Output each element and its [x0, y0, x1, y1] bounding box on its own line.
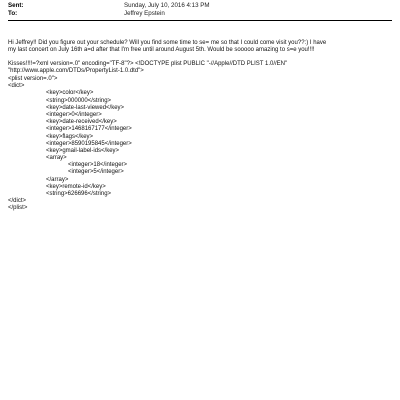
message-line-1: Hi Jeffrey!! Did you figure out your schedule? Will you find some time to se= me so that I could come visit you??:) I have	[8, 40, 327, 46]
plist-line: <key>date-received</key>	[46, 119, 117, 126]
message-line-4: "http://www.apple.com/DTDs/PropertyList-1.0.dtd">	[8, 68, 144, 75]
message-footer	[8, 61, 388, 76]
plist-line: </dict>	[8, 198, 27, 205]
plist-line: <integer>0</integer>	[46, 111, 102, 118]
to-value: Jeffrey Epstein	[124, 10, 165, 17]
plist-line: <key>color</key>	[46, 90, 94, 97]
plist-block	[8, 76, 132, 213]
sent-value: Sunday, July 10, 2016 4:13 PM	[124, 2, 210, 9]
plist-line: <plist version=.0">	[8, 76, 58, 82]
header-divider	[8, 20, 392, 21]
plist-line: </array>	[46, 176, 69, 183]
plist-line: <integer>5</integer>	[68, 169, 124, 176]
plist-line: <string>000000</string>	[46, 97, 112, 104]
to-label: To:	[8, 10, 18, 17]
sent-label: Sent:	[8, 2, 24, 9]
plist-line: <integer>18</integer>	[68, 162, 128, 169]
message-line-3: Kisses!!!!=?xml version=.0" encoding="TF-8"?> <!DOCTYPE plist PUBLIC "-//Apple//DTD PLIST 1.0//EN"	[8, 61, 288, 67]
plist-line: <key>gmail-label-ids</key>	[46, 147, 120, 154]
message-body	[8, 40, 388, 55]
plist-line: <key>remote-id</key>	[46, 183, 106, 190]
message-line-2: my last concert on July 16th a=d after that I'm free until around August 5th. Would be sooooo amazing to s=e you!!!!	[8, 47, 315, 54]
plist-line: </plist>	[8, 205, 28, 212]
plist-line: <array>	[46, 155, 67, 162]
plist-line: <integer>1468167177</integer>	[46, 126, 132, 133]
plist-line: <key>flags</key>	[46, 133, 94, 140]
plist-line: <integer>8590195845</integer>	[46, 140, 132, 147]
plist-line: <dict>	[8, 83, 25, 90]
plist-line: <string>626696</string>	[46, 191, 112, 197]
plist-line: <key>date-last-viewed</key>	[46, 104, 125, 111]
